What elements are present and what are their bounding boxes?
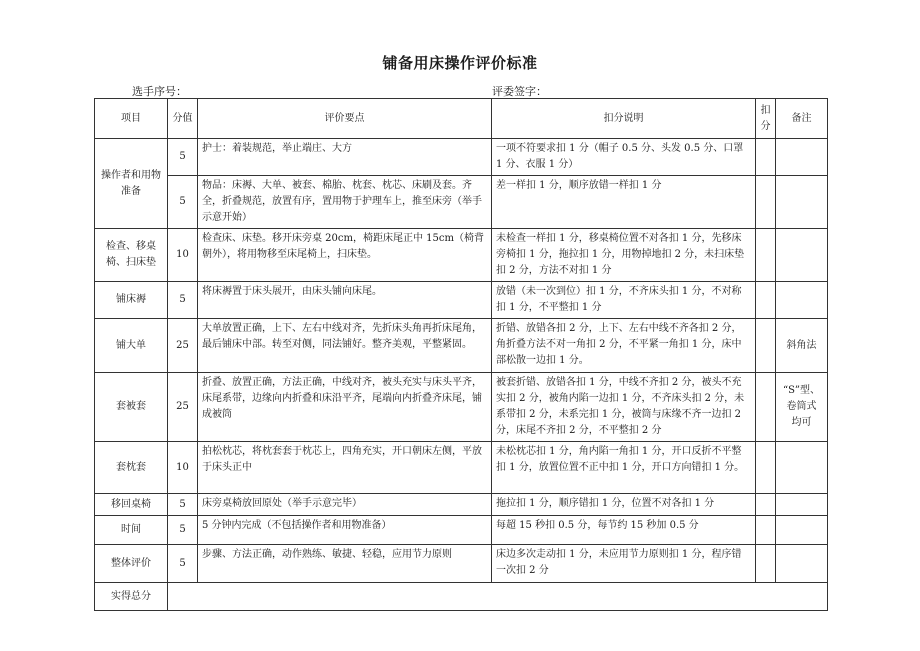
remark-cell: “S”型、卷筒式均可 [776, 373, 828, 442]
remark-cell [776, 545, 828, 583]
points-cell: 护士：着装规范，举止端庄、大方 [198, 139, 492, 176]
score-cell: 10 [168, 442, 198, 494]
deducted-cell [756, 139, 776, 176]
remark-cell [776, 139, 828, 176]
remark-cell: 斜角法 [776, 319, 828, 373]
score-cell: 5 [168, 282, 198, 319]
points-cell: 大单放置正确，上下、左右中线对齐，先折床头角再折床尾角，最后铺床中部。转至对侧，同法铺好。整齐美观，平整紧固。 [198, 319, 492, 373]
deduction-cell: 未检查一样扣 1 分，移桌椅位置不对各扣 1 分，先移床旁椅扣 1 分，拖拉扣 1 分，用物掉地扣 2 分，未扫床垫扣 2 分，方法不对扣 1 分 [492, 229, 756, 282]
deduction-cell: 每超 15 秒扣 0.5 分，每节约 15 秒加 0.5 分 [492, 516, 756, 545]
points-cell: 折叠、放置正确，方法正确，中线对齐，被头充实与床头平齐，床尾系带，边缘向内折叠和床沿平齐，尾端向内折叠齐床尾，铺成被筒 [198, 373, 492, 442]
judge-signature-label: 评委签字： [492, 85, 547, 98]
item-cell: 整体评价 [95, 545, 168, 583]
deducted-cell [756, 319, 776, 373]
deduction-cell: 未松枕芯扣 1 分，角内陷一角扣 1 分，开口反折不平整扣 1 分，放置位置不正中扣 1 分，开口方向错扣 1 分。 [492, 442, 756, 494]
deducted-cell [756, 176, 776, 229]
total-score-value [168, 583, 828, 611]
points-cell: 床旁桌椅放回原处（举手示意完毕） [198, 494, 492, 516]
contestant-number-label: 选手序号： [132, 85, 187, 98]
deduction-cell: 一项不符要求扣 1 分（帽子 0.5 分、头发 0.5 分、口罩 1 分、衣服 1 分） [492, 139, 756, 176]
item-cell: 检查、移桌椅、扫床垫 [95, 229, 168, 282]
score-cell: 5 [168, 139, 198, 176]
score-cell: 10 [168, 229, 198, 282]
item-cell: 铺床褥 [95, 282, 168, 319]
header-points: 评价要点 [198, 99, 492, 139]
page-title: 铺备用床操作评价标准 [382, 54, 538, 72]
deducted-cell [756, 442, 776, 494]
evaluation-table [94, 98, 828, 611]
item-cell: 移回桌椅 [95, 494, 168, 516]
item-cell: 操作者和用物准备 [95, 139, 168, 229]
score-cell: 5 [168, 176, 198, 229]
deducted-cell [756, 494, 776, 516]
score-cell: 25 [168, 319, 198, 373]
item-cell: 铺大单 [95, 319, 168, 373]
remark-cell [776, 176, 828, 229]
points-cell: 物品：床褥、大单、被套、棉胎、枕套、枕芯、床刷及套。齐全，折叠规范，放置有序，置用物于护理车上，推至床旁（举手示意开始） [198, 176, 492, 229]
header-remarks: 备注 [776, 99, 828, 139]
remark-cell [776, 229, 828, 282]
item-cell: 套被套 [95, 373, 168, 442]
points-cell: 拍松枕芯，将枕套套于枕芯上，四角充实，开口朝床左侧，平放于床头正中 [198, 442, 492, 494]
deducted-cell [756, 545, 776, 583]
score-cell: 5 [168, 494, 198, 516]
remark-cell [776, 516, 828, 545]
item-cell: 套枕套 [95, 442, 168, 494]
total-score-label: 实得总分 [95, 583, 168, 611]
remark-cell [776, 282, 828, 319]
deduction-cell: 折错、放错各扣 2 分，上下、左右中线不齐各扣 2 分，角折叠方法不对一角扣 2 分，不平紧一角扣 1 分，床中部松散一边扣 1 分。 [492, 319, 756, 373]
remark-cell [776, 442, 828, 494]
remark-cell [776, 494, 828, 516]
deduction-cell: 被套折错、放错各扣 1 分，中线不齐扣 2 分，被头不充实扣 2 分，被角内陷一边扣 1 分，不齐床头扣 2 分，未系带扣 2 分，未系完扣 1 分，被筒与床缘不齐一边扣 2 分，床尾不齐扣 2 分，不平整扣 2 分 [492, 373, 756, 442]
points-cell: 步骤、方法正确，动作熟练、敏捷、轻稳，应用节力原则 [198, 545, 492, 583]
points-cell: 将床褥置于床头展开，由床头铺向床尾。 [198, 282, 492, 319]
score-cell: 25 [168, 373, 198, 442]
deduction-cell: 放错（未一次到位）扣 1 分，不齐床头扣 1 分，不对称扣 1 分，不平整扣 1 分 [492, 282, 756, 319]
score-cell: 5 [168, 516, 198, 545]
deduction-cell: 拖拉扣 1 分，顺序错扣 1 分，位置不对各扣 1 分 [492, 494, 756, 516]
points-cell: 5 分钟内完成（不包括操作者和用物准备） [198, 516, 492, 545]
deduction-cell: 床边多次走动扣 1 分，未应用节力原则扣 1 分，程序错一次扣 2 分 [492, 545, 756, 583]
deducted-cell [756, 373, 776, 442]
header-score: 分值 [168, 99, 198, 139]
score-cell: 5 [168, 545, 198, 583]
points-cell: 检查床、床垫。移开床旁桌 20cm，椅距床尾正中 15cm（椅背朝外），将用物移至床尾椅上，扫床垫。 [198, 229, 492, 282]
header-item: 项目 [95, 99, 168, 139]
header-deduction-desc: 扣分说明 [492, 99, 756, 139]
header-deducted: 扣分 [756, 99, 776, 139]
deducted-cell [756, 282, 776, 319]
item-cell: 时间 [95, 516, 168, 545]
deduction-cell: 差一样扣 1 分，顺序放错一样扣 1 分 [492, 176, 756, 229]
deducted-cell [756, 229, 776, 282]
deducted-cell [756, 516, 776, 545]
